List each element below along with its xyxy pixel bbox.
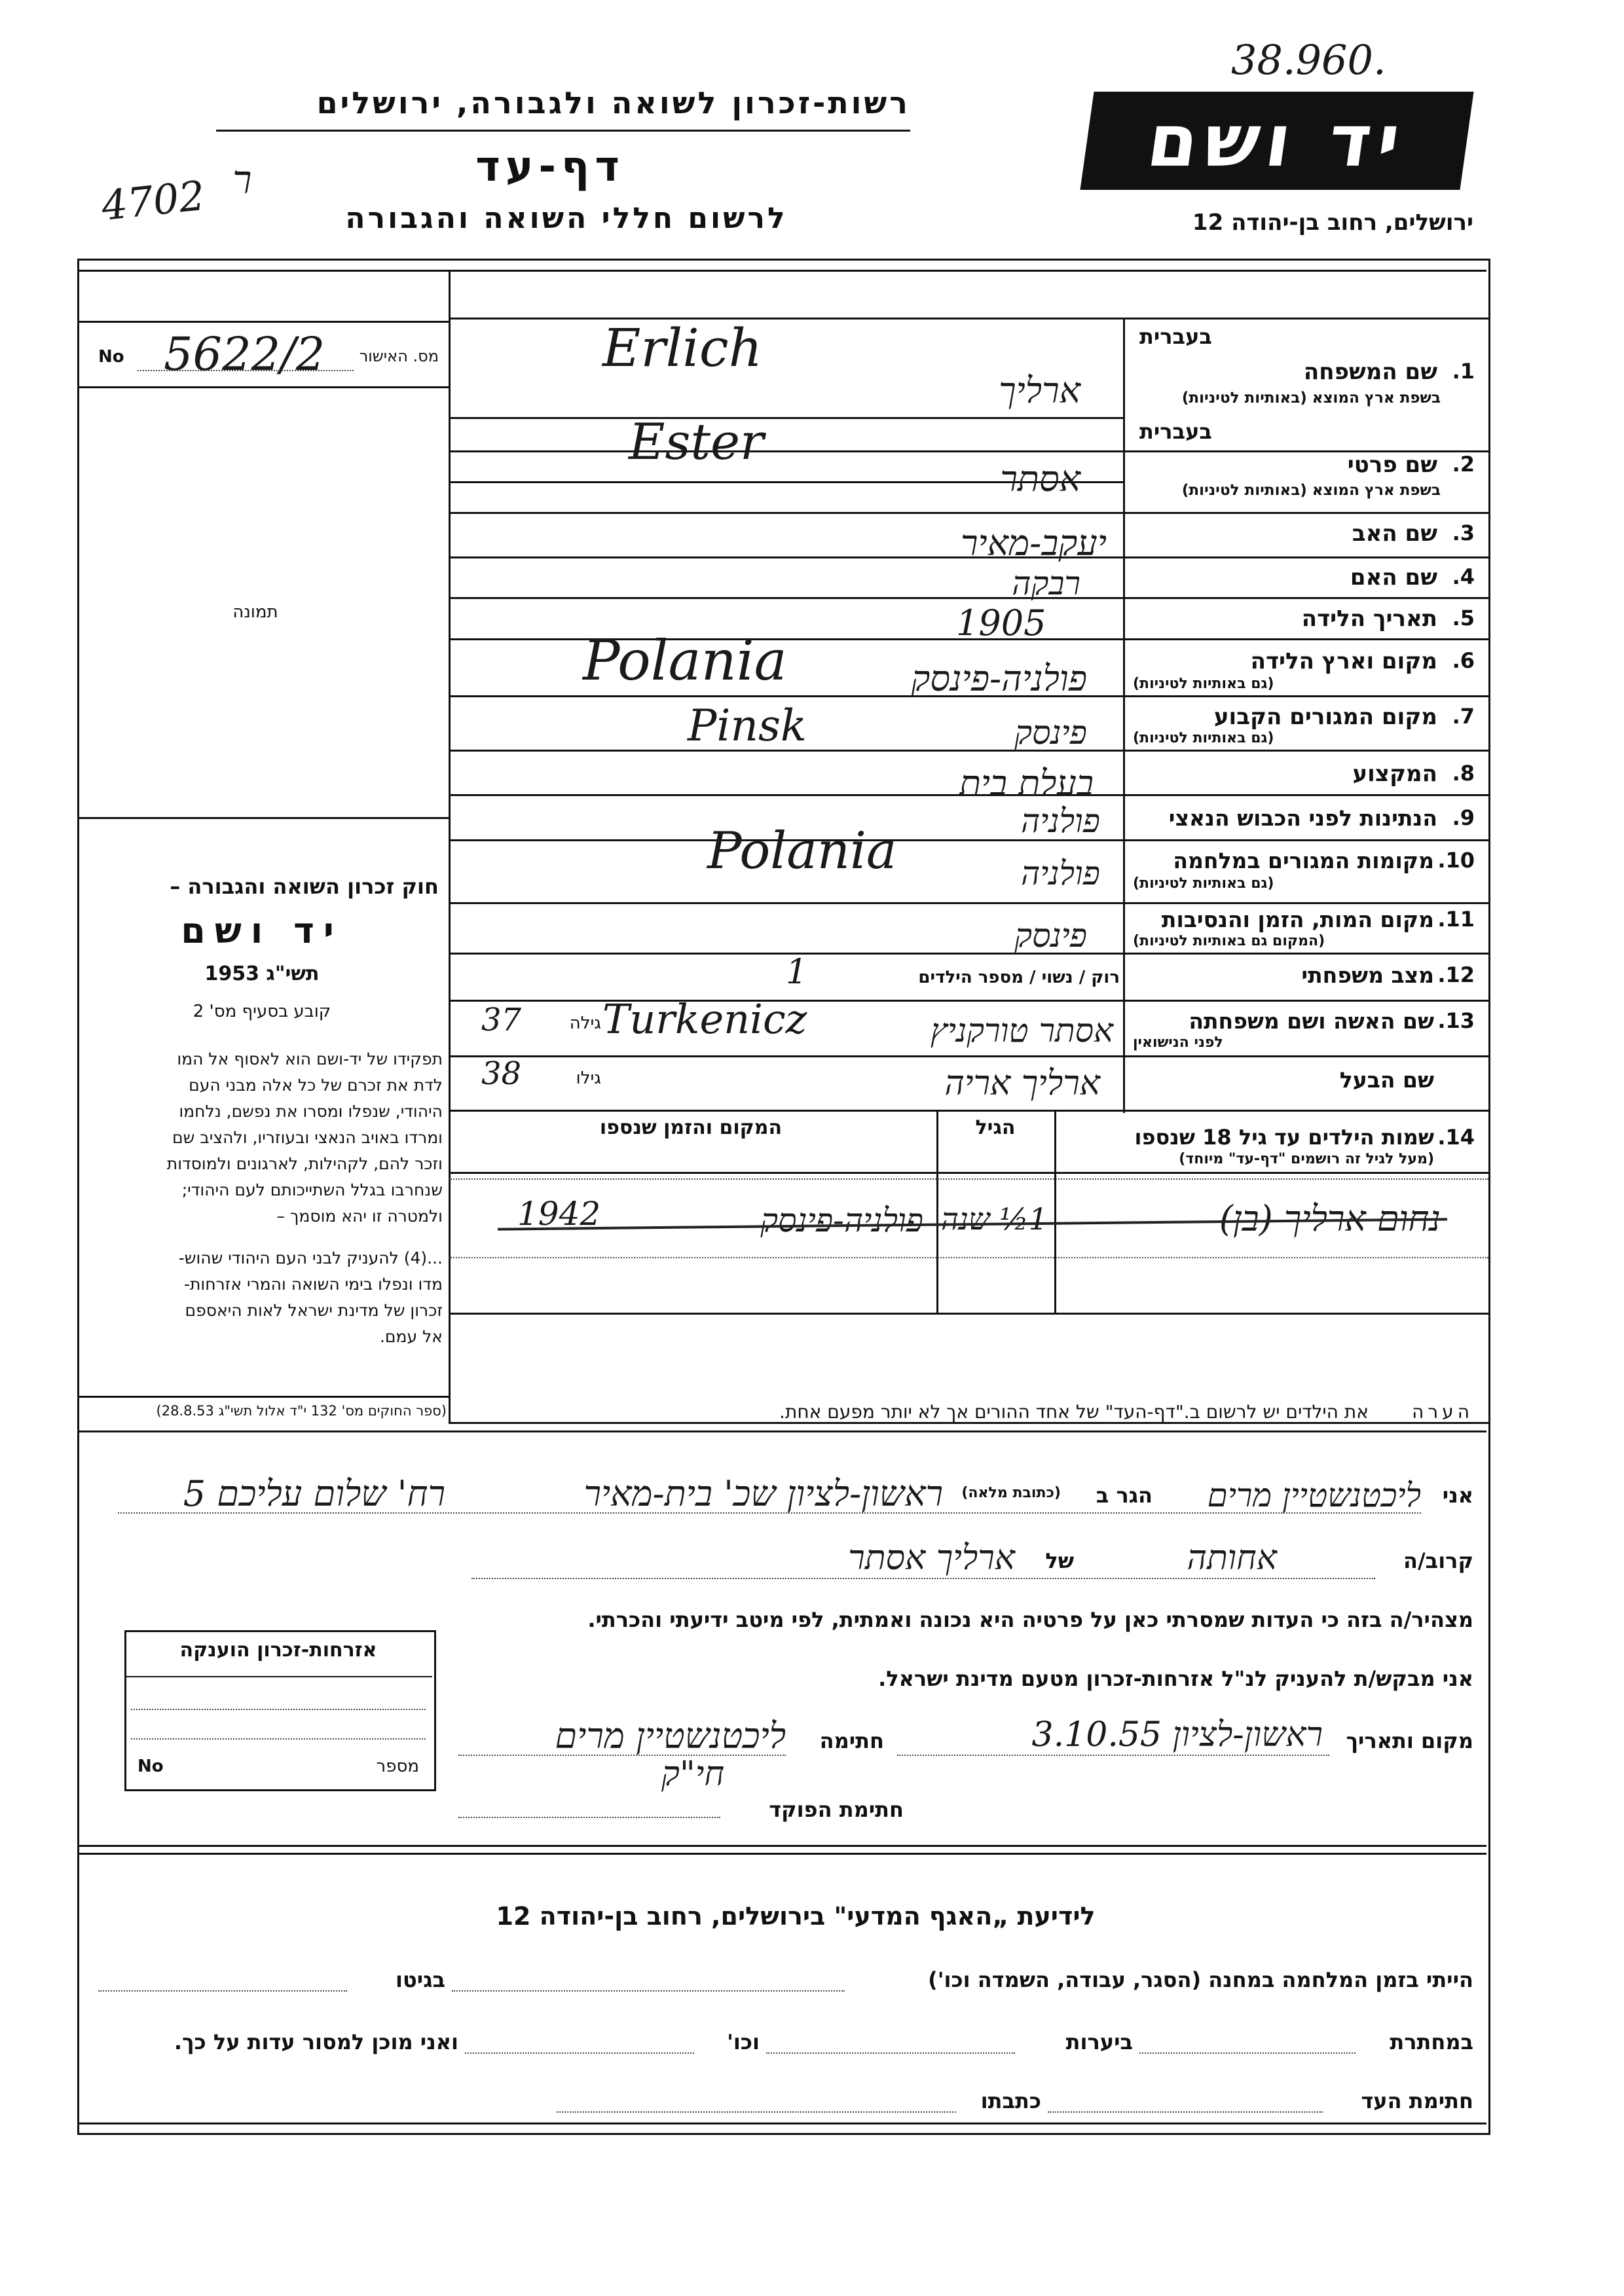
- law-text-line: לדת את זכרם של כל אלה מבני העם: [189, 1076, 443, 1095]
- label-column-divider: [1123, 318, 1125, 1113]
- authority-underline: [216, 130, 910, 132]
- field-12-label: מצב משפחתי: [1301, 962, 1434, 988]
- field-2-heb-tag: בעברית: [1139, 419, 1212, 444]
- receipt-dots: [138, 370, 354, 371]
- decl-signature-value: ליכטנשטיין מרים: [555, 1715, 786, 1757]
- field-1-num: 1.: [1452, 359, 1475, 384]
- row1-mid-line: [449, 417, 1123, 419]
- law-text-line: זכרון של מדינת ישראל לאות היאספם: [185, 1301, 443, 1320]
- citizenship-title: אזרחות-זכרון הוענקה: [179, 1639, 377, 1662]
- field-11-sub: (המקום גם באותיות לטיניות): [1133, 933, 1325, 949]
- footer-line2-b: ביערות: [1065, 2030, 1133, 2054]
- law-title: חוק זכרון השואה והגבורה –: [170, 874, 439, 899]
- field-13-label: שם האשה ושם משפחתה: [1189, 1008, 1434, 1034]
- field-10-value-hebrew: פולניה: [1020, 854, 1100, 892]
- field-husband-age-value: 38: [481, 1055, 522, 1092]
- decl-statement-2: אני מבקש/ת להעניק לנ"ל אזרחות-זכרון מטעם מדינת ישראל.: [878, 1666, 1473, 1691]
- field-7-label: מקום המגורים הקבוע: [1213, 704, 1437, 730]
- field-12-num: 12.: [1437, 962, 1475, 987]
- field-13-age-value: 37: [481, 1002, 522, 1038]
- law-name: יד ושם: [181, 910, 343, 951]
- field-12-value: 1: [786, 953, 808, 992]
- decl-of-value: ארליך אסתר: [848, 1539, 1015, 1578]
- row-line-10: [449, 902, 1488, 904]
- decl-dots-5: [458, 1817, 720, 1818]
- children-label: שמות הילדים עד גיל 18 שנספו: [1134, 1125, 1434, 1150]
- footer-dots-1: [452, 1990, 845, 1992]
- decl-i-label: אני: [1442, 1483, 1473, 1508]
- children-row-age: 1½ שנה: [941, 1201, 1048, 1237]
- footer-line2-d: ואני מוכן למסור עדות על כך.: [174, 2030, 458, 2054]
- footer-top-line-2: [77, 1853, 1486, 1855]
- footer-line3-b: כתבתו: [980, 2088, 1041, 2113]
- children-sub: (מעל לגיל זה רושמים "דף-עד" מיוחד): [1179, 1151, 1434, 1167]
- children-col-divider-2: [1054, 1110, 1056, 1313]
- row-line-2: [449, 512, 1488, 514]
- field-5-value: 1905: [956, 602, 1046, 644]
- left-column-divider: [449, 270, 451, 1422]
- field-3-value-hebrew: יעקב-מאיר: [961, 522, 1107, 564]
- field-5-label: תאריך הלידה: [1301, 606, 1437, 632]
- field-11-num: 11.: [1437, 907, 1475, 932]
- decl-place-date-label: מקום ותאריך: [1346, 1728, 1473, 1753]
- field-2-value-latin: Ester: [629, 412, 764, 471]
- children-num: 14.: [1437, 1125, 1475, 1150]
- footer-line3-a: חתימת העד: [1361, 2088, 1473, 2113]
- handwritten-top-number: 38.960.: [1231, 36, 1386, 84]
- citizenship-dots-2: [131, 1738, 426, 1740]
- field-husband-label: שם הבעל: [1339, 1067, 1434, 1093]
- field-1-heb-tag: בעברית: [1139, 324, 1212, 349]
- form-title: דף-עד: [475, 143, 625, 191]
- children-dots-1: [449, 1178, 1488, 1180]
- note-text: את הילדים יש לרשום ב."דף-העד" של אחד ההורים אך לא יותר מפעם אחת.: [779, 1401, 1369, 1423]
- field-10-label: מקומות המגורים במלחמה: [1173, 848, 1434, 873]
- field-6-value-hebrew: פולניה-פינסק: [911, 658, 1087, 699]
- logo-text: יד ושם: [1142, 99, 1412, 183]
- law-bottom-line: [77, 1396, 449, 1398]
- field-13-value-latin: Turkenicz: [602, 995, 807, 1043]
- receipt-bottom-line: [77, 386, 449, 388]
- field-9-num: 9.: [1452, 805, 1475, 830]
- footer-line2-c: וכו': [727, 2030, 760, 2054]
- children-dots-2: [449, 1257, 1488, 1258]
- handwritten-left-number: 4702: [99, 171, 208, 230]
- field-13-num: 13.: [1437, 1008, 1475, 1033]
- decl-resident-label: הגר ב: [1096, 1483, 1153, 1508]
- field-7-num: 7.: [1452, 704, 1475, 729]
- receipt-top-line: [77, 321, 449, 323]
- field-1-value-latin: Erlich: [602, 318, 763, 378]
- children-row-place: פולניה-פינסק: [760, 1201, 923, 1239]
- children-header-line: [449, 1172, 1488, 1174]
- row-line-14: [449, 1110, 1488, 1112]
- law-text-line: ומרדו באויב הנאצי ובעוזריו, ולהציב שם: [172, 1128, 443, 1147]
- field-10-value-latin: Polania: [707, 822, 897, 881]
- footer-dots-5: [465, 2052, 694, 2054]
- decl-address-extra: רח' שלום עליכם 5: [183, 1473, 445, 1514]
- decl-signature-label: חתימה: [819, 1728, 884, 1753]
- field-husband-value-hebrew: ארליך אריה: [944, 1064, 1100, 1103]
- law-source: (ספר החוקים מס' 132 י"ד אלול תשי"ג 28.8.53): [156, 1403, 447, 1419]
- field-8-label: המקצוע: [1352, 761, 1437, 787]
- field-9-label: הנתינות לפני הכבוש הנאצי: [1168, 805, 1437, 831]
- footer-dots-2: [98, 1990, 347, 1992]
- law-text-line: תפקידו של יד-ושם הוא לאסוף אל המו: [177, 1049, 443, 1068]
- authority-title: רשות-זכרון לשואה ולגבורה, ירושלים: [316, 85, 910, 120]
- address-line: ירושלים, רחוב בן-יהודה 12: [1192, 210, 1473, 236]
- decl-i-value: ליכטנשטיין מרים: [1207, 1476, 1421, 1514]
- footer-line2-a: במחתרת: [1390, 2030, 1473, 2054]
- field-1-label: שם המשפחה: [1303, 359, 1437, 385]
- field-2-num: 2.: [1452, 452, 1475, 477]
- footer-line1-a: הייתי בזמן המלחמה במחנה (הסגר, עבודה, השמדה וכו'): [928, 1967, 1473, 1992]
- frame-double-top: [77, 270, 1486, 272]
- children-col-divider-1: [936, 1110, 938, 1313]
- field-6-sub: (גם באותיות לטיניות): [1133, 676, 1274, 692]
- law-text-line: ולמטרה זו יהא מוסמך –: [276, 1207, 443, 1226]
- field-2-label: שם פרטי: [1347, 452, 1437, 478]
- field-7-value-hebrew: פינסק: [1014, 714, 1087, 752]
- law-text: [84, 1046, 443, 1350]
- children-bottom-line: [449, 1313, 1488, 1315]
- field-3-label: שם האב: [1352, 520, 1437, 547]
- field-7-value-latin: Pinsk: [688, 701, 807, 751]
- field-4-label: שם האם: [1350, 564, 1437, 591]
- photo-label: תמונה: [232, 602, 278, 622]
- field-4-value-hebrew: רבקה: [1012, 564, 1080, 602]
- receipt-label: מס. האישור: [359, 347, 439, 365]
- decl-dots-4: [458, 1755, 786, 1756]
- field-10-num: 10.: [1437, 848, 1475, 873]
- field-6-num: 6.: [1452, 648, 1475, 673]
- decl-officer-value: חי"ק: [661, 1755, 725, 1794]
- field-1-sub: בשפת ארץ המוצא (באותיות לטיניות): [1181, 390, 1441, 407]
- decl-officer-label: חתימת הפוקד: [769, 1797, 904, 1822]
- photo-bottom-line: [77, 817, 449, 819]
- law-clause: קובע בסעיף מס' 2: [193, 1002, 331, 1021]
- field-11-label: מקום המות, הזמן והנסיבות: [1161, 907, 1434, 932]
- law-text-line: היהודי, שנפלו ומסרו את נפשם, נלחמו: [179, 1102, 443, 1121]
- footer-top-line-1: [77, 1845, 1486, 1847]
- footer-line1-b: בגיטו: [396, 1967, 445, 1992]
- field-9-value-hebrew: פולניה: [1020, 802, 1100, 840]
- citizenship-number-label: מספר: [376, 1757, 419, 1776]
- children-row-year: 1942: [517, 1195, 601, 1233]
- yad-vashem-logo: [1080, 92, 1473, 190]
- form-subtitle: לרשום חללי השואה והגבורה: [345, 202, 788, 235]
- footer-dots-3: [1139, 2052, 1356, 2054]
- field-13-age-label: גילה: [569, 1013, 601, 1033]
- decl-place-date-value: ראשון-לציון 3.10.55: [1031, 1715, 1323, 1755]
- law-text-line: וזכר להם, לקהילות, לארגונים ולמוסדות: [166, 1154, 443, 1173]
- footer-bottom-line: [77, 2123, 1486, 2124]
- receipt-no-label: No: [98, 347, 124, 367]
- note-bottom-line: [449, 1422, 1488, 1424]
- row-line-13: [449, 1055, 1488, 1057]
- decl-statement-1: מצהיר/ה בזה כי העדות שמסרתי כאן על פרטיה היא נכונה ואמתית, לפי מיטב ידיעתי והכרתי.: [587, 1607, 1473, 1632]
- decl-of-label: של: [1045, 1548, 1074, 1573]
- receipt-value: 5622/2: [164, 327, 325, 381]
- decl-address-value: ראשון-לציון שכ' בית-מאיר: [583, 1473, 943, 1514]
- footer-dots-4: [766, 2052, 1015, 2054]
- footer-dots-6: [1048, 2111, 1323, 2113]
- decl-dots-1: [118, 1512, 1421, 1514]
- decl-relative-value: אחותה: [1187, 1539, 1277, 1578]
- field-5-num: 5.: [1452, 606, 1475, 630]
- law-text-line: שנחרבו בגלל השתייכותם לעם היהודי;: [181, 1180, 443, 1199]
- law-text-line: מדו ונפלו בימי השואה והמרי אזרחות-: [183, 1275, 443, 1294]
- field-6-label: מקום וארץ הלידה: [1250, 648, 1437, 674]
- law-text-line: ...(4) להעניק לבני העם היהודי שהוש-: [178, 1248, 443, 1267]
- handwritten-left-mark: ר: [232, 157, 252, 203]
- field-2-value-hebrew: אסתר: [1000, 458, 1080, 500]
- footer-dots-7: [557, 2111, 956, 2113]
- field-8-value-hebrew: בעלת בית: [959, 763, 1094, 804]
- field-11-value-hebrew: פינסק: [1014, 917, 1087, 955]
- note-label: הערה: [1412, 1401, 1473, 1423]
- children-row-name: נחום ארליך (בן): [1219, 1198, 1441, 1239]
- declaration-top-line: [77, 1430, 1486, 1432]
- decl-dots-3: [897, 1755, 1329, 1756]
- field-husband-age-label: גילו: [576, 1068, 601, 1088]
- law-year: תשי"ג 1953: [204, 962, 320, 985]
- decl-dots-2: [471, 1578, 1375, 1579]
- citizenship-dots-1: [131, 1709, 426, 1710]
- footer-title: לידיעת „האגף המדעי" בירושלים, רחוב בן-יהודה 12: [496, 1902, 1096, 1931]
- citizenship-title-line: [124, 1676, 432, 1677]
- field-2-sub: בשפת ארץ המוצא (באותיות לטיניות): [1181, 482, 1441, 499]
- field-7-sub: (גם באותיות לטיניות): [1133, 730, 1274, 746]
- field-10-sub: (גם באותיות לטיניות): [1133, 875, 1274, 892]
- children-col-age: הגיל: [975, 1116, 1016, 1139]
- decl-relative-label: קרוב/ה: [1403, 1548, 1473, 1573]
- field-12-sub-inline: רוק / נשוי / מספר הילדים: [918, 968, 1120, 987]
- children-col-place: המקום והזמן שנספו: [599, 1116, 783, 1139]
- field-13-sub: לפני הנישואין: [1133, 1034, 1223, 1051]
- field-8-num: 8.: [1452, 761, 1475, 786]
- citizenship-no-label: No: [138, 1757, 164, 1776]
- field-3-num: 3.: [1452, 520, 1475, 545]
- field-13-value-hebrew: אסתר טורקניץ: [930, 1011, 1113, 1049]
- field-4-num: 4.: [1452, 564, 1475, 589]
- field-1-value-hebrew: ארליך: [999, 370, 1080, 411]
- field-6-value-latin: Polania: [583, 629, 787, 693]
- decl-address-hint: (כתובת מלאה): [961, 1485, 1061, 1501]
- law-text-line: אל עמם.: [379, 1327, 443, 1346]
